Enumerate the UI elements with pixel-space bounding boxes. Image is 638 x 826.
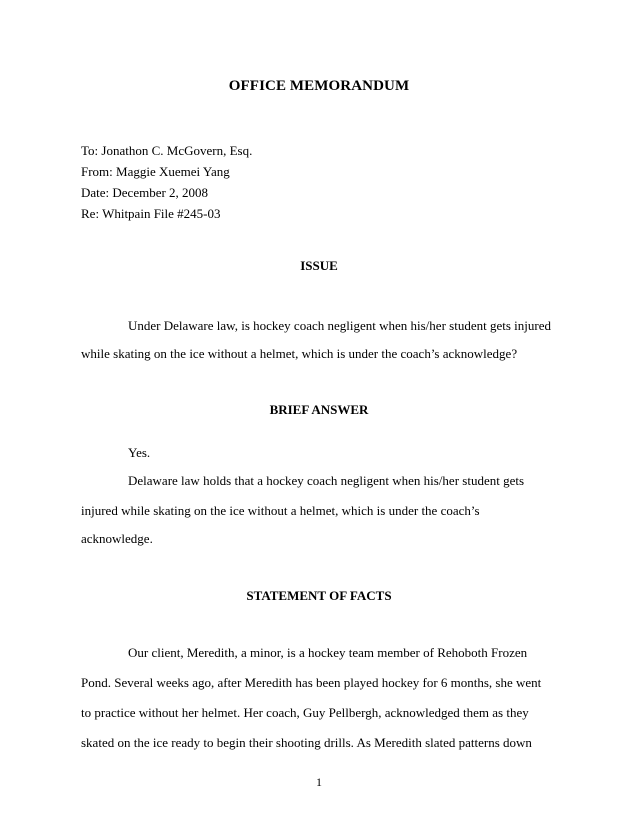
issue-heading: ISSUE <box>300 258 338 273</box>
issue-line-1: Under Delaware law, is hockey coach negligent when his/her student gets injured <box>128 318 551 333</box>
facts-heading: STATEMENT OF FACTS <box>246 588 392 603</box>
brief-answer-line-2: injured while skating on the ice without a helmet, which is under the coach’s <box>81 503 480 518</box>
facts-line-1: Our client, Meredith, a minor, is a hockey team member of Rehoboth Frozen <box>128 645 528 660</box>
memo-re: Re: Whitpain File #245-03 <box>81 206 221 221</box>
facts-line-2: Pond. Several weeks ago, after Meredith has been played hockey for 6 months, she went <box>81 675 542 690</box>
brief-answer-line-3: acknowledge. <box>81 531 153 546</box>
memo-from: From: Maggie Xuemei Yang <box>81 164 230 179</box>
brief-answer-heading: BRIEF ANSWER <box>269 402 369 417</box>
brief-answer-line-1: Delaware law holds that a hockey coach negligent when his/her student gets <box>128 473 525 488</box>
brief-answer-yes: Yes. <box>128 445 151 460</box>
page-number: 1 <box>316 775 322 789</box>
facts-line-4: skated on the ice ready to begin their shooting drills. As Meredith slated patterns down <box>81 735 532 750</box>
memo-title: OFFICE MEMORANDUM <box>228 78 410 94</box>
memo-date: Date: December 2, 2008 <box>81 185 209 200</box>
memo-to: To: Jonathon C. McGovern, Esq. <box>81 143 253 158</box>
issue-line-2: while skating on the ice without a helmet, which is under the coach’s acknowledge? <box>81 346 518 361</box>
facts-line-3: to practice without her helmet. Her coach, Guy Pellbergh, acknowledged them as they <box>81 705 529 720</box>
